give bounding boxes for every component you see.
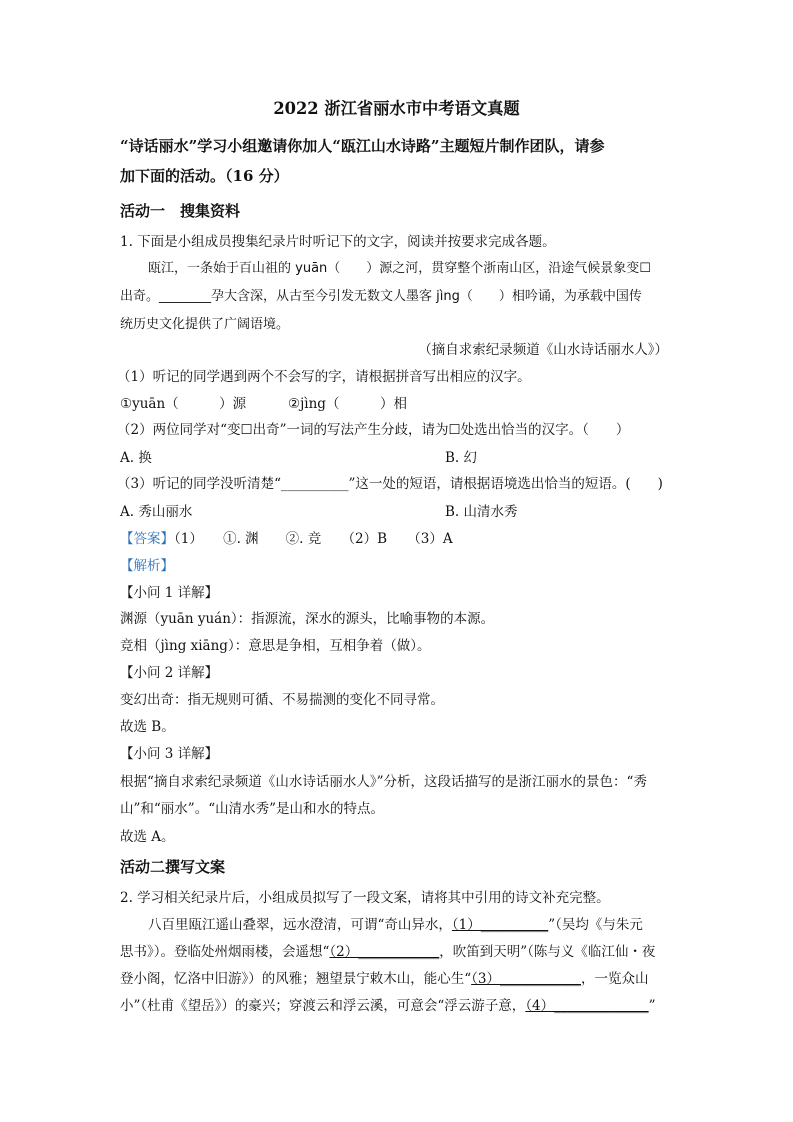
sub-question-1-item-a: ①yuān（ ）源 [120, 396, 247, 412]
passage-line-1: 瓯江，一条始于百山祖的 yuān（ ）源之河，贯穿整个浙南山区，沿途气候景象变☐ [148, 261, 651, 276]
q2-line2-text-a: 思书》）。登临处州烟雨楼，会遥想“ [120, 944, 330, 960]
detail-1-line-1: 渊源（yuān yuán）：指源流，深水的源头，比喻事物的本源。 [120, 611, 495, 627]
analysis-tag: 【解析】 [120, 558, 174, 574]
sub-question-2-option-b: B. 幻 [445, 450, 478, 466]
q2-blank-3: （3）____________ [471, 971, 581, 987]
question-2-line-2 [120, 942, 655, 962]
intro-line-2: 加下面的活动。（16 分） [120, 167, 289, 185]
passage-line-2: 出奇。________孕大含深，从古至今引发无数文人墨客 jìng（ ）相吟诵，为承载中国传 [120, 289, 642, 304]
question-2-line-3 [120, 969, 649, 989]
detail-1-heading: 【小问 1 详解】 [120, 585, 219, 601]
detail-3-line-2: 山”和“丽水”。“山清水秀”是山和水的特点。 [120, 801, 385, 817]
sub-question-1: （1）听记的同学遇到两个不会写的字，请根据拼音写出相应的汉字。 [117, 369, 531, 385]
sub-question-3-option-b: B. 山清水秀 [445, 504, 518, 520]
q2-line3-text-a: 登小阁，忆洛中旧游》）的风雅；翘望景宁敕木山，能心生“ [120, 971, 472, 987]
detail-1-line-2: 竞相（jìng xiāng）：意思是争相，互相争着（做）。 [120, 638, 431, 654]
sub-question-2-option-a: A. 换 [120, 450, 152, 466]
passage-line-3: 统历史文化提供了广阔语境。 [120, 317, 290, 332]
sub-question-3-option-a: A. 秀山丽水 [120, 504, 193, 520]
detail-2-heading: 【小问 2 详解】 [120, 665, 219, 681]
q2-line4-text-c: ” [648, 998, 656, 1014]
detail-3-heading: 【小问 3 详解】 [120, 746, 219, 762]
intro-line-1: “诗话丽水”学习小组邀请你加人“瓯江山水诗路”主题短片制作团队，请参 [120, 137, 605, 155]
q2-line1-text-a: 八百里瓯江遥山叠翠，远水澄清，可谓“奇山异水， [148, 917, 452, 933]
answer-text: （1） ①. 渊 ②. 竞 （2）B （3）A [174, 531, 453, 547]
detail-3-line-3: 故选 A。 [120, 829, 175, 845]
detail-2-line-2: 故选 B。 [120, 719, 175, 735]
question-2-line-1 [148, 915, 643, 935]
q2-line2-text-c: ，吹笛到天明”（陈与义《临江仙・夜 [439, 944, 656, 960]
answer-line [120, 529, 453, 549]
question-1-stem: 1. 下面是小组成员搜集纪录片时听记下的文字，阅读并按要求完成各题。 [120, 234, 556, 250]
q2-blank-4: （4）______________ [525, 998, 649, 1014]
detail-3-line-1: 根据“摘自求索纪录频道《山水诗话丽水人》”分析，这段话描写的是浙江丽水的景色：“秀 [120, 774, 647, 790]
q2-blank-1: （1）__________ [451, 917, 549, 933]
question-2-stem: 2. 学习相关纪录片后，小组成员拟写了一段文案，请将其中引用的诗文补充完整。 [120, 890, 610, 906]
answer-tag: 【答案】 [120, 531, 174, 547]
sub-question-1-item-b: ②jìng（ ）相 [288, 396, 407, 412]
question-2-line-4 [120, 996, 656, 1016]
sub-question-2: （2）两位同学对“变☐出奇”一词的写法产生分歧，请为☐处选出恰当的汉字。（ ） [117, 422, 630, 438]
q2-line3-text-c: ，一览众山 [581, 971, 649, 987]
q2-line4-text-a: 小”（杜甫《望岳》）的豪兴；穿渡云和浮云溪，可意会“浮云游子意， [120, 998, 526, 1014]
passage-source: （摘自求索纪录频道《山水诗话丽水人》） [418, 342, 668, 358]
page-title: 2022 浙江省丽水市中考语文真题 [273, 99, 520, 118]
q2-blank-2: （2）____________ [329, 944, 440, 960]
activity-two-heading: 活动二撰写文案 [120, 858, 226, 876]
q2-line1-text-c: ”（吴均《与朱元 [548, 917, 643, 933]
activity-one-heading: 活动一 搜集资料 [120, 202, 241, 220]
sub-question-3: （3）听记的同学没听清楚“__________”这一处的短语，请根据语境选出恰当的短语。( ) [117, 476, 663, 492]
detail-2-line-1: 变幻出奇：指无规则可循、不易揣测的变化不同寻常。 [120, 692, 444, 708]
